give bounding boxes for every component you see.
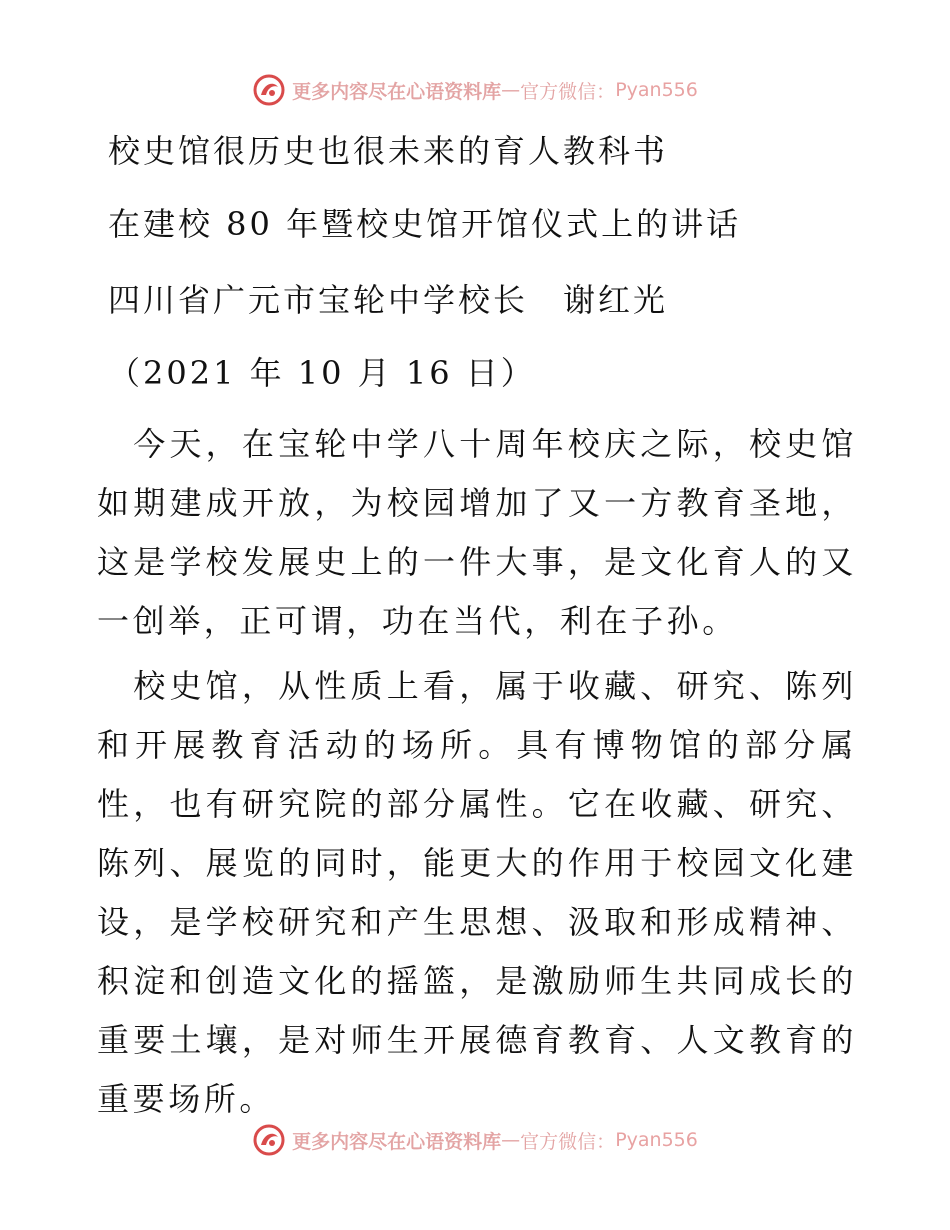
swirl-logo-icon	[252, 1123, 286, 1157]
watermark-site-text: 更多内容尽在心语资料库	[292, 1130, 502, 1153]
document-title: 校史馆很历史也很未来的育人教科书	[108, 132, 669, 170]
watermark-separator: —	[501, 1129, 521, 1151]
document-date: （2021 年 10 月 16 日）	[108, 354, 536, 392]
watermark-wechat-id: Pyan556	[615, 79, 698, 101]
body-paragraph-2	[97, 657, 857, 1129]
watermark-wechat-label: 官方微信：	[520, 80, 616, 103]
watermark-site-text: 更多内容尽在心语资料库	[292, 80, 502, 103]
watermark-separator: —	[501, 79, 521, 101]
body-paragraph-1-text: 今天，在宝轮中学八十周年校庆之际，校史馆如期建成开放，为校园增加了又一方教育圣地，这是学校发展史上的一件大事，是文化育人的又一创举，正可谓，功在当代，利在子孙。	[97, 425, 857, 640]
header-watermark	[0, 70, 950, 110]
document-subtitle: 在建校 80 年暨校史馆开馆仪式上的讲话	[108, 205, 742, 243]
watermark-wechat-id: Pyan556	[615, 1129, 698, 1151]
watermark-wechat-label: 官方微信：	[520, 1130, 616, 1153]
footer-watermark	[0, 1120, 950, 1160]
document-author: 四川省广元市宝轮中学校长 谢红光	[108, 281, 669, 319]
body-paragraph-1	[97, 415, 857, 651]
body-paragraph-2-text: 校史馆，从性质上看，属于收藏、研究、陈列和开展教育活动的场所。具有博物馆的部分属性，也有研究院的部分属性。它在收藏、研究、陈列、展览的同时，能更大的作用于校园文化建设，是学校研究和产生思想、汲取和形成精神、积淀和创造文化的摇篮，是激励师生共同成长的重要土壤，是对师生开展德育教育、人文教育的重要场所。	[97, 667, 857, 1118]
swirl-logo-icon	[252, 73, 286, 107]
